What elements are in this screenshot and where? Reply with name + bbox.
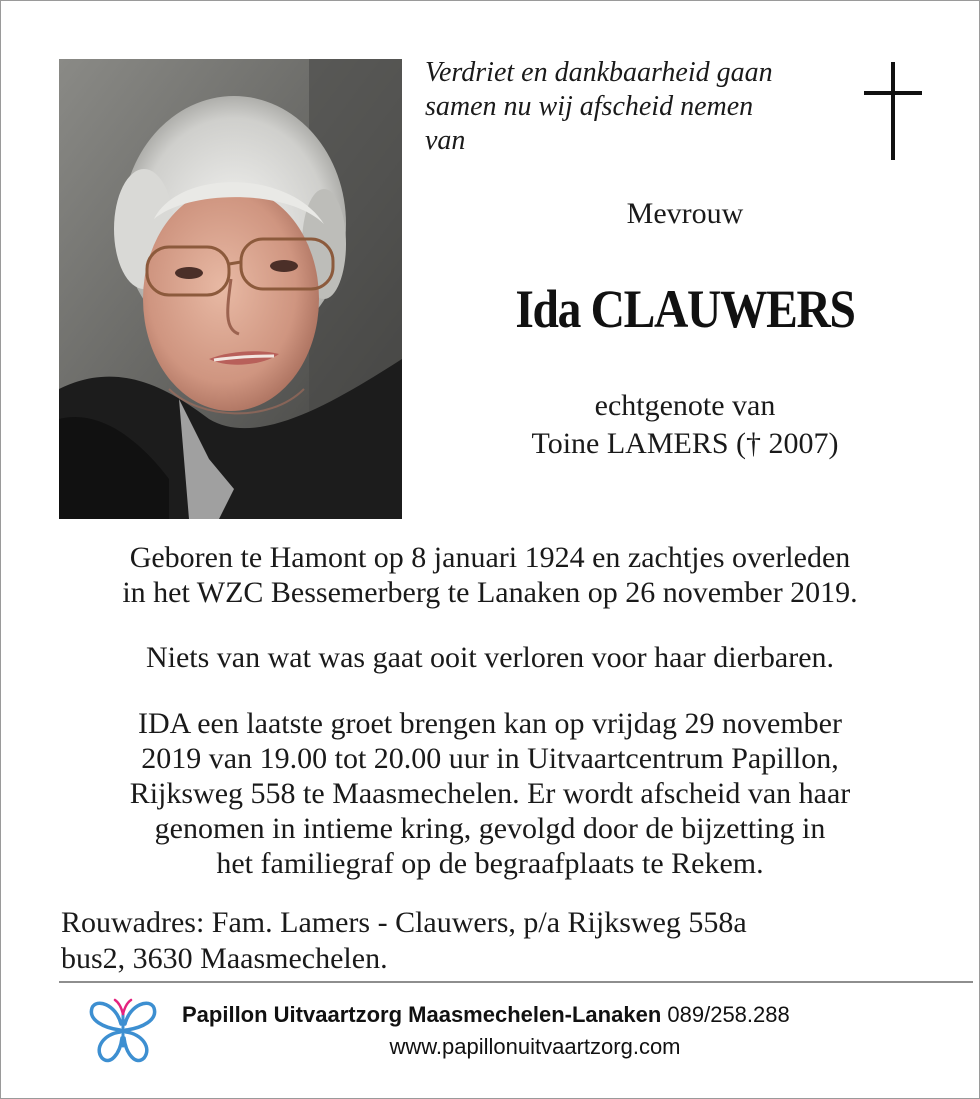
funeral-company	[182, 1002, 790, 1028]
visitation-paragraph	[20, 706, 960, 881]
relation-label: echtgenote van	[594, 389, 776, 422]
deceased-title: Mevrouw	[626, 197, 744, 230]
intro-verse	[425, 56, 845, 158]
paragraph-line: IDA een laatste groet brengen kan op vrijdag 29 november	[138, 707, 842, 740]
address-line: Rouwadres: Fam. Lamers - Clauwers, p/a Rijksweg 558a	[61, 906, 747, 939]
birth-death-paragraph	[20, 540, 960, 610]
paragraph-line: 2019 van 19.00 tot 20.00 uur in Uitvaartcentrum Papillon,	[141, 742, 839, 775]
paragraph-line: in het WZC Bessemerberg te Lanaken op 26 november 2019.	[122, 576, 858, 609]
paragraph-line: het familiegraf op de begraafplaats te Rekem.	[216, 847, 764, 880]
deceased-name: Ida CLAUWERS	[515, 279, 855, 339]
butterfly-logo-icon	[88, 994, 158, 1068]
portrait-illustration	[59, 59, 402, 519]
paragraph-line: genomen in intieme kring, gevolgd door de bijzetting in	[154, 812, 826, 845]
intro-line: samen nu wij afscheid nemen	[425, 91, 754, 122]
quote-paragraph	[20, 640, 960, 675]
company-name: Papillon Uitvaartzorg Maasmechelen-Lanaken	[182, 1002, 662, 1027]
intro-line: van	[425, 125, 466, 156]
paragraph-line: Rijksweg 558 te Maasmechelen. Er wordt afscheid van haar	[129, 777, 851, 810]
company-website[interactable]: www.papillonuitvaartzorg.com	[389, 1034, 681, 1059]
portrait-photo	[59, 59, 402, 519]
spouse-name: Toine LAMERS († 2007)	[531, 427, 839, 460]
company-phone: 089/258.288	[667, 1002, 790, 1027]
spouse-block	[425, 387, 945, 463]
mourning-address	[61, 905, 941, 977]
intro-line: Verdriet en dankbaarheid gaan	[425, 57, 773, 88]
paragraph-line: Geboren te Hamont op 8 januari 1924 en zachtjes overleden	[129, 541, 851, 574]
address-line: bus2, 3630 Maasmechelen.	[61, 942, 388, 975]
quote-line: Niets van wat was gaat ooit verloren voor haar dierbaren.	[145, 641, 835, 674]
footer-divider	[59, 981, 973, 983]
cross-icon	[864, 62, 922, 160]
